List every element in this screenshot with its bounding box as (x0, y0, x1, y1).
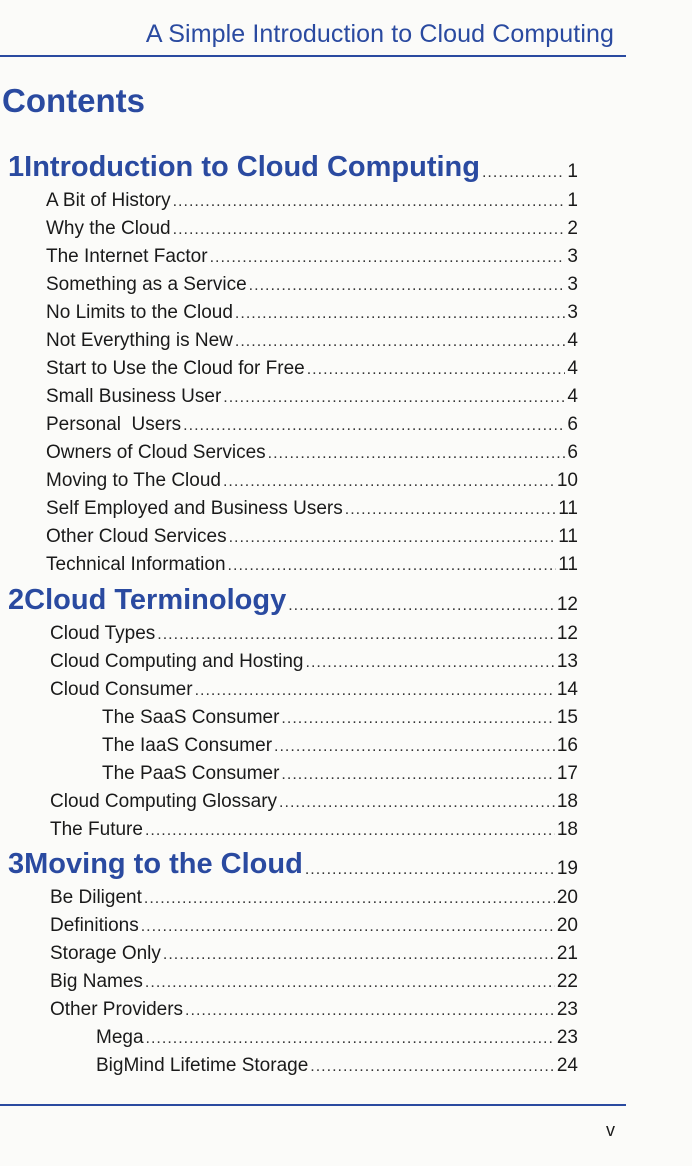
page-number: 12 (556, 594, 578, 615)
entry-title: Cloud Computing Glossary (50, 791, 278, 812)
page-number: 10 (556, 470, 578, 491)
page-number: 20 (556, 887, 578, 908)
entry-title: Small Business User (46, 386, 222, 407)
toc-entry[interactable] (46, 272, 578, 298)
toc-entry[interactable] (46, 496, 578, 522)
toc-entry[interactable] (50, 885, 578, 911)
page-number: 22 (556, 971, 578, 992)
footer-rule (0, 1104, 626, 1106)
toc-subentry[interactable] (96, 1053, 578, 1079)
dot-leader (235, 306, 566, 326)
dot-leader (305, 862, 555, 882)
page-title: Contents (2, 82, 145, 119)
entry-title: Something as a Service (46, 274, 247, 295)
entry-title: Technical Information (46, 554, 226, 575)
entry-title: The SaaS Consumer (102, 707, 280, 728)
page-number: 20 (556, 915, 578, 936)
running-head: A Simple Introduction to Cloud Computing (145, 20, 614, 48)
dot-leader (210, 250, 566, 270)
dot-leader (281, 767, 554, 787)
toc-entry[interactable] (46, 328, 578, 354)
toc-entry[interactable] (50, 649, 578, 675)
dot-leader (223, 474, 555, 494)
entry-title: Owners of Cloud Services (46, 442, 266, 463)
page-number: 6 (567, 414, 578, 435)
dot-leader (345, 502, 557, 522)
toc-subentry[interactable] (102, 705, 578, 731)
toc-entry[interactable] (46, 440, 578, 466)
page-number: 24 (556, 1055, 578, 1076)
page-number: 4 (567, 358, 578, 379)
toc-entry[interactable] (50, 969, 578, 995)
page-number: 23 (556, 1027, 578, 1048)
dot-leader (279, 795, 555, 815)
entry-title: Cloud Consumer (50, 679, 193, 700)
dot-leader (310, 1059, 555, 1079)
toc-chapter-2[interactable] (8, 582, 578, 618)
entry-title: BigMind Lifetime Storage (96, 1055, 309, 1076)
dot-leader (223, 390, 565, 410)
entry-title: The IaaS Consumer (102, 735, 273, 756)
dot-leader (306, 655, 555, 675)
dot-leader (235, 334, 566, 354)
toc-entry[interactable] (50, 941, 578, 967)
page-number: 1 (567, 161, 578, 182)
page-number: 3 (567, 246, 578, 267)
entry-title: The PaaS Consumer (102, 763, 280, 784)
entry-title: The Future (50, 819, 143, 840)
page-number: 3 (567, 274, 578, 295)
entry-title: Definitions (50, 915, 139, 936)
chapter-title: Moving to the Cloud (24, 848, 303, 880)
page-number: 11 (558, 554, 578, 575)
toc-entry[interactable] (50, 621, 578, 647)
dot-leader (482, 165, 565, 185)
entry-title: Mega (96, 1027, 144, 1048)
page-number: 4 (567, 386, 578, 407)
dot-leader (146, 1031, 555, 1051)
entry-title: Storage Only (50, 943, 161, 964)
entry-title: Be Diligent (50, 887, 142, 908)
entry-title: Other Cloud Services (46, 526, 227, 547)
entry-title: Big Names (50, 971, 143, 992)
toc-entry[interactable] (50, 997, 578, 1023)
dot-leader (307, 362, 566, 382)
page-number: 23 (556, 999, 578, 1020)
dot-leader (195, 683, 555, 703)
dot-leader (274, 739, 555, 759)
toc-entry[interactable] (46, 468, 578, 494)
toc-entry[interactable] (46, 412, 578, 438)
entry-title: Other Providers (50, 999, 184, 1020)
toc-entry[interactable] (46, 244, 578, 270)
entry-title: Cloud Computing and Hosting (50, 651, 304, 672)
dot-leader (249, 278, 566, 298)
dot-leader (229, 530, 557, 550)
page-number: 17 (556, 763, 578, 784)
dot-leader (281, 711, 554, 731)
page-number: 12 (556, 623, 578, 644)
toc-entry[interactable] (46, 188, 578, 214)
toc-entry[interactable] (50, 789, 578, 815)
page-number: 15 (556, 707, 578, 728)
dot-leader (183, 418, 565, 438)
entry-title: Not Everything is New (46, 330, 233, 351)
page-number: 3 (567, 302, 578, 323)
chapter-number: 2 (8, 584, 25, 616)
toc-entry[interactable] (46, 300, 578, 326)
page-number: 16 (556, 735, 578, 756)
chapter-title: Cloud Terminology (24, 584, 287, 616)
entry-title: Start to Use the Cloud for Free (46, 358, 305, 379)
dot-leader (157, 627, 555, 647)
toc-entry[interactable] (46, 216, 578, 242)
entry-title: Personal Users (46, 414, 182, 435)
toc-chapter-1[interactable] (8, 149, 578, 185)
toc-subentry[interactable] (102, 733, 578, 759)
page-number: 6 (567, 442, 578, 463)
dot-leader (173, 194, 566, 214)
toc-entry[interactable] (46, 552, 578, 578)
entry-title: Why the Cloud (46, 218, 171, 239)
toc-subentry[interactable] (102, 761, 578, 787)
page-number-folio: v (606, 1120, 615, 1140)
page-number: 11 (558, 526, 578, 547)
entry-title: No Limits to the Cloud (46, 302, 233, 323)
entry-title: The Internet Factor (46, 246, 208, 267)
dot-leader (228, 558, 557, 578)
page-number: 11 (558, 498, 578, 519)
page-number: 18 (556, 791, 578, 812)
dot-leader (288, 598, 555, 618)
dot-leader (144, 891, 555, 911)
toc-entry[interactable] (46, 384, 578, 410)
entry-title: Cloud Types (50, 623, 156, 644)
page-number: 18 (556, 819, 578, 840)
dot-leader (173, 222, 566, 242)
chapter-title: Introduction to Cloud Computing (24, 151, 480, 183)
page-number: 1 (567, 190, 578, 211)
page-number: 14 (556, 679, 578, 700)
page-number: 19 (556, 858, 578, 879)
toc-subentry[interactable] (96, 1025, 578, 1051)
chapter-number: 3 (8, 848, 25, 880)
toc-entry[interactable] (46, 356, 578, 382)
page-number: 21 (556, 943, 578, 964)
chapter-number: 1 (8, 151, 25, 183)
dot-leader (185, 1003, 555, 1023)
dot-leader (145, 823, 555, 843)
toc-entry[interactable] (46, 524, 578, 550)
dot-leader (145, 975, 555, 995)
toc-chapter-3[interactable] (8, 846, 578, 882)
page-number: 13 (556, 651, 578, 672)
dot-leader (141, 919, 555, 939)
entry-title: Moving to The Cloud (46, 470, 221, 491)
toc-entry[interactable] (50, 817, 578, 843)
entry-title: Self Employed and Business Users (46, 498, 343, 519)
toc-entry[interactable] (50, 677, 578, 703)
dot-leader (268, 446, 566, 466)
dot-leader (163, 947, 555, 967)
entry-title: A Bit of History (46, 190, 171, 211)
toc-entry[interactable] (50, 913, 578, 939)
page-number: 2 (567, 218, 578, 239)
page-number: 4 (567, 330, 578, 351)
